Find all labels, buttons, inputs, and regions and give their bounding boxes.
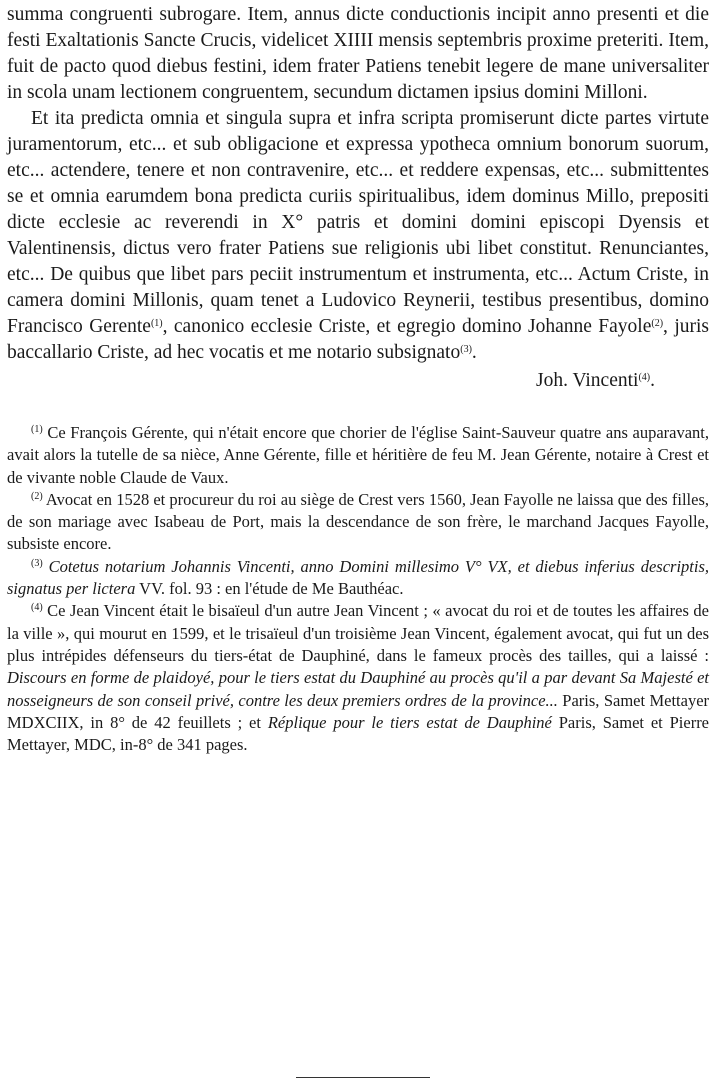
paragraph-2-part-3: , juris baccallario Criste, ad hec vocatis et me notario subsignato <box>7 316 709 363</box>
footnote-1-mark: (1) <box>31 424 43 435</box>
signature: Joh. Vincenti$^{(4)}$. <box>535 370 655 391</box>
paragraph-2 <box>7 106 709 366</box>
footnote-4-mark: (4) <box>31 602 43 614</box>
end-rule <box>296 1077 430 1078</box>
footnote-4-text-1: Ce Jean Vincent était le bisaïeul d'un autre Jean Vincent ; « avocat du roi et de toutes les affaires de la ville », qui mourut en 1599, et le trisaïeul d'un troisième Jean Vincent, également avocat, qui fut un des plus intrépides défenseurs du tiers-état de Dauphiné, dans le fameux procès des tailles, qui a laissé : <box>7 601 709 665</box>
footnote-2-mark: (2) <box>31 490 43 502</box>
footnote-4-text-3: Paris, Samet et Pierre Mettayer, MDC, in-8° de 341 pages. <box>7 712 710 755</box>
footnote-ref-4[interactable]: (4) <box>638 372 651 383</box>
footnote-4-italic-1: Discours en forme de plaidoyé, pour le tiers estat du Dauphiné au procès qu'il a par devant Sa Majesté et nosseigneurs de son conseil privé, contre les deux premiers ordres de la province... <box>7 668 709 710</box>
footnote-2 <box>7 489 709 556</box>
footnotes <box>7 422 709 756</box>
footnote-3 <box>7 556 709 601</box>
footnote-3-mark: (3) <box>31 557 43 569</box>
paragraph-2-part-1: Et ita predicta omnia et singula supra et infra scripta promiserunt dicte partes virtute juramentorum, etc... et sub obligacione et expressa ypotheca omnium bonorum suorum, etc... actendere, tenere et non contravenire, etc... et reddere expensas, etc... submittentes se et omnia earumdem bona predicta curiis spiritualibus, idem dominus Millo, prepositi dicte ecclesie ac reverendi in X° patris et domini domini episcopi Dyensis et Valentinensis, dictus vero frater Patiens sue religionis ubi libet constitut. Renunciantes, etc... De quibus que libet pars peciit instrumentum et instrumenta, etc... Actum Criste, in camera domini Millonis, quam tenet a Ludovico Reynerii, testibus presentibus, domino Francisco Gerente <box>7 108 709 337</box>
footnote-4-text-2: Paris, Samet Mettayer MDXCIIX, in 8° de 42 feuillets ; et <box>7 690 710 732</box>
document-page <box>7 2 709 756</box>
signature-name: Joh. Vincenti <box>535 370 639 391</box>
paragraph-1: summa congruenti subrogare. Item, annus dicte conductionis incipit anno presenti et die festi Exaltationis Sancte Crucis, videlicet XIIII mensis septembris proxime preteriti. Item, fuit de pacto quod diebus festini, idem frater Patiens tenebit legere de mane universaliter in scola unam lectionem congruentem, secundum dictamen ipsius domini Milloni. <box>7 4 709 103</box>
footnote-3-text: VV. fol. 93 : en l'étude de Me Bauthéac. <box>135 579 404 599</box>
paragraph-2-part-2: , canonico ecclesie Criste, et egregio domino Johanne Fayole <box>162 316 652 337</box>
footnote-4 <box>7 600 709 756</box>
footnote-1-text: Ce François Gérente, qui n'était encore que chorier de l'église Saint-Sauveur quatre ans auparavant, avait alors la tutelle de sa nièce, Anne Gérente, fille et héritière de feu M. Jean Gérente, notaire à Crest et de vivante noble Claude de Vaux. <box>7 423 710 487</box>
footnote-2-text: Avocat en 1528 et procureur du roi au siège de Crest vers 1560, Jean Fayolle ne laissa que des filles, de son mariage avec Isabeau de Port, mais la descendance de son frère, le marchand Jacques Fayolle, subsiste encore. <box>7 489 709 554</box>
footnote-4-italic-2: Réplique pour le tiers estat de Dauphiné <box>267 712 552 732</box>
footnote-3-italic: Cotetus notarium Johannis Vincenti, anno Domini millesimo V° VX, et diebus inferius descriptis, signatus per lictera <box>7 556 710 599</box>
main-text <box>7 2 709 366</box>
footnote-ref-3[interactable]: (3) <box>460 344 472 355</box>
footnote-ref-1[interactable]: (1) <box>150 318 163 329</box>
paragraph-2-end: . <box>471 342 477 363</box>
footnote-ref-2[interactable]: (2) <box>651 318 664 329</box>
footnote-1 <box>7 422 709 489</box>
